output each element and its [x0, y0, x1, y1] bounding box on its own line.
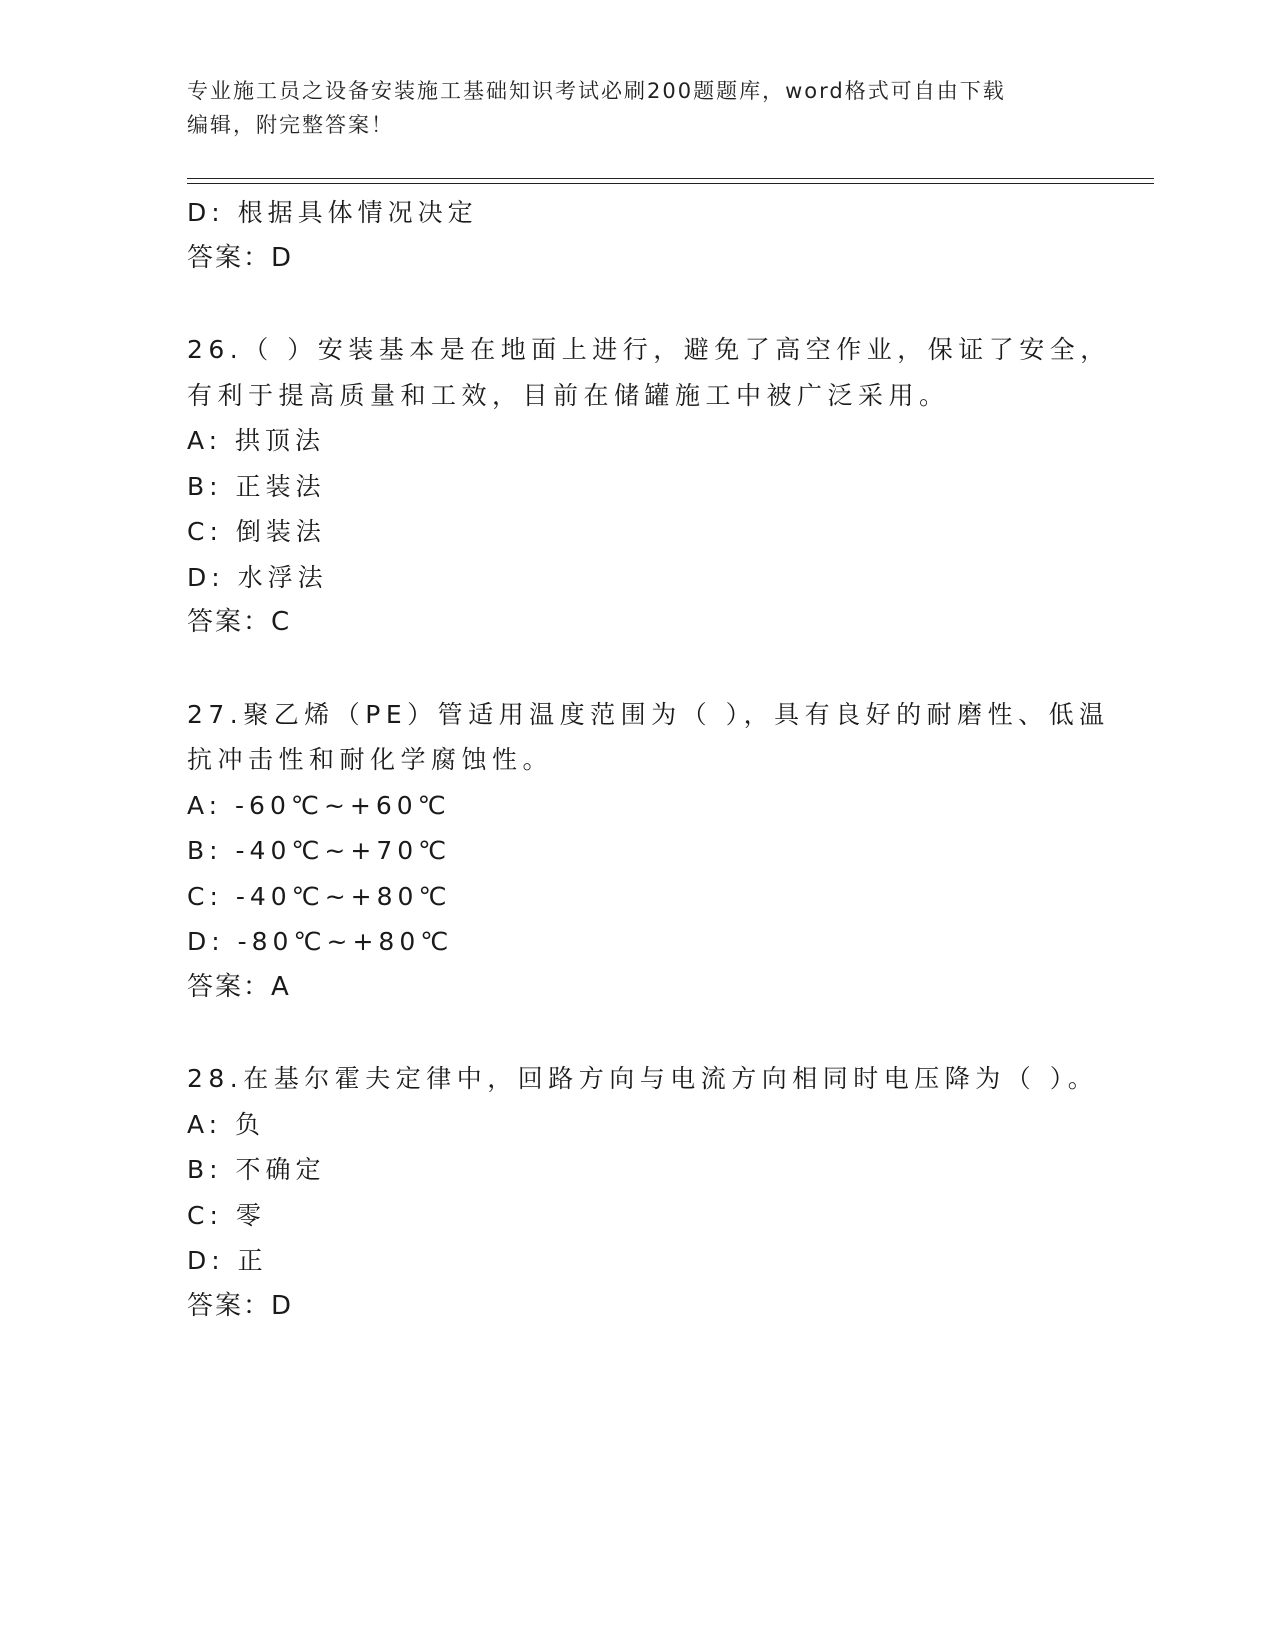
- spacer: [187, 281, 1087, 327]
- option-d: D: 水浮法: [187, 562, 328, 592]
- question-stem-line-1: 26.（ ）安装基本是在地面上进行，避免了高空作业，保证了安全，: [187, 335, 1111, 364]
- header-rule-top: [187, 178, 1154, 179]
- header-line-2: 编辑，附完整答案！: [187, 113, 394, 137]
- previous-question-tail: [187, 190, 1087, 281]
- option-a: A: 拱顶法: [187, 426, 326, 455]
- spacer: [187, 646, 1087, 692]
- question-stem-line-1: 27.聚乙烯（PE）管适用温度范围为（ ），具有良好的耐磨性、低温: [187, 699, 1110, 729]
- answer: 答案：A: [187, 971, 291, 1002]
- document-header: [187, 74, 1087, 142]
- header-rule-bottom: [187, 183, 1154, 184]
- option-a: A: 负: [187, 1109, 266, 1139]
- question-28: [187, 1056, 1099, 1329]
- question-stem-line-2: 抗冲击性和耐化学腐蚀性。: [187, 745, 554, 774]
- option-d: D: 正: [187, 1246, 268, 1275]
- answer: 答案：D: [187, 1290, 294, 1321]
- header-line-1: 专业施工员之设备安装施工基础知识考试必刷200题题库，word格式可自由下载: [187, 79, 1006, 103]
- question-26: [187, 327, 1111, 646]
- option-c: C: 零: [187, 1200, 266, 1230]
- document-body: [187, 190, 1111, 1329]
- answer: 答案：D: [187, 242, 294, 273]
- question-stem-line-2: 有利于提高质量和工效，目前在储罐施工中被广泛采用。: [187, 380, 950, 410]
- question-stem-line-1: 28.在基尔霍夫定律中，回路方向与电流方向相同时电压降为（ ）。: [187, 1064, 1099, 1093]
- option-c: C: 倒装法: [187, 517, 326, 546]
- option-b: B: -40℃~+70℃: [187, 836, 452, 865]
- option-b: B: 不确定: [187, 1155, 326, 1184]
- option-d: D: 根据具体情况决定: [187, 198, 478, 227]
- option-a: A: -60℃~+60℃: [187, 790, 451, 820]
- spacer: [187, 1010, 1087, 1056]
- answer: 答案：C: [187, 607, 292, 637]
- question-27: [187, 692, 1110, 1011]
- option-b: B: 正装法: [187, 471, 326, 501]
- option-d: D: -80℃~+80℃: [187, 927, 454, 956]
- option-c: C: -40℃~+80℃: [187, 881, 452, 911]
